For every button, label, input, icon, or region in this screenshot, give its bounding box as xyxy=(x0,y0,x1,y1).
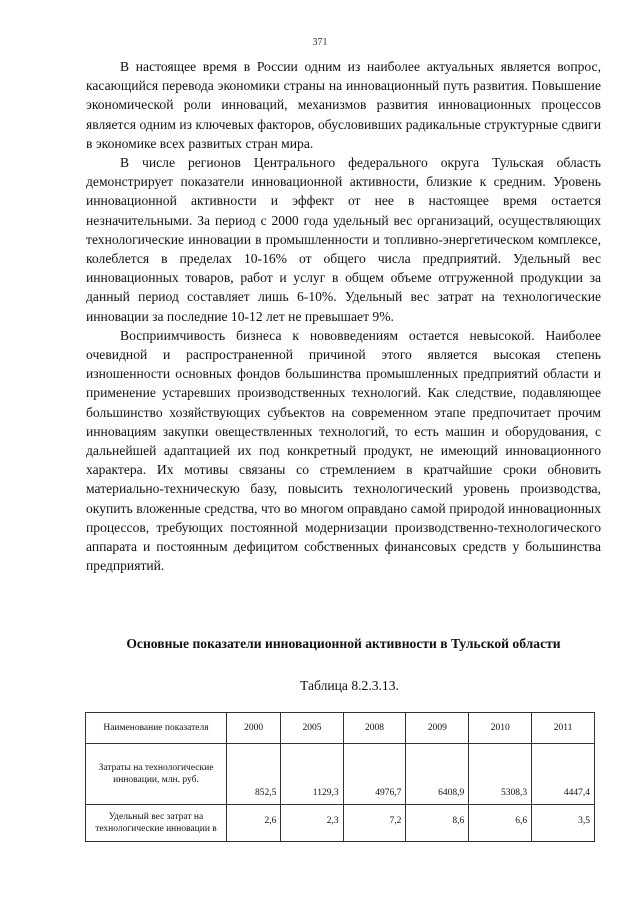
table-cell: 852,5 xyxy=(227,744,281,805)
header-cell-label: Наименование показателя xyxy=(86,713,227,744)
header-cell-year: 2011 xyxy=(532,713,595,744)
body-text xyxy=(86,57,601,575)
table-cell: 2,3 xyxy=(281,805,343,842)
table-row xyxy=(86,805,595,842)
row-label: Затраты на технологические инновации, млн. руб. xyxy=(86,744,227,805)
row-label: Удельный вес затрат на технологические инновации в xyxy=(86,805,227,842)
table-caption: Таблица 8.2.3.13. xyxy=(300,678,399,693)
table-cell: 5308,3 xyxy=(469,744,532,805)
header-cell-year: 2008 xyxy=(343,713,406,744)
table-cell: 1129,3 xyxy=(281,744,343,805)
header-cell-year: 2005 xyxy=(281,713,343,744)
table-cell: 4976,7 xyxy=(343,744,406,805)
header-cell-year: 2009 xyxy=(406,713,469,744)
indicators-table xyxy=(85,712,595,842)
header-cell-year: 2000 xyxy=(227,713,281,744)
table-cell: 8,6 xyxy=(406,805,469,842)
table-cell: 7,2 xyxy=(343,805,406,842)
header-cell-year: 2010 xyxy=(469,713,532,744)
paragraph: В числе регионов Центрального федерального округа Тульская область демонстрирует показатели инновационной активности, близкие к средним. Уровень инновационной активности и эффект от нее в настоящее время остается незначительными. За период с 2000 года удельный вес организаций, осуществляющих технологические инновации в промышленности и топливно-энергетическом комплексе, колеблется в пределах 10-16% от общего числа предприятий. Удельный вес инновационных товаров, работ и услуг в общем объеме отгруженной продукции за данный период составляет лишь 6-10%. Удельный вес затрат на технологические инновации за последние 10-12 лет не превышает 9%. xyxy=(86,155,601,324)
table-cell: 4447,4 xyxy=(532,744,595,805)
table-row xyxy=(86,744,595,805)
section-heading: Основные показатели инновационной активности в Тульской области xyxy=(126,636,561,651)
page-number: 371 xyxy=(312,37,328,48)
paragraph: Восприимчивость бизнеса к нововведениям остается невысокой. Наиболее очевидной и распространенной причиной этого является высокая степень изношенности основных фондов большинства промышленных предприятий области и применение устаревших производственных технологий. Как следствие, подавляющее большинство хозяйствующих субъектов на современном этапе предпочитает прочим инновациям закупки овеществленных технологий, то есть машин и оборудования, с дальнейшей адаптацией их под конкретный продукт, не имеющий инновационного характера. Их мотивы связаны со стремлением в кратчайшие сроки обновить материально-техническую базу, повысить технологический уровень производства, окупить вложенные средства, что во многом оправдано самой природой инновационных процессов, требующих постоянной модернизации производственно-технологического аппарата и постоянным дефицитом собственных финансовых средств у большинства предприятий. xyxy=(86,327,601,574)
table-cell: 2,6 xyxy=(227,805,281,842)
table-header-row xyxy=(86,713,595,744)
paragraph: В настоящее время в России одним из наиболее актуальных является вопрос, касающийся перевода экономики страны на инновационный путь развития. Повышение экономической роли инноваций, механизмов развития инновационных процессов является одним из ключевых факторов, обусловивших радикальные структурные сдвиги в экономике всех развитых стран мира. xyxy=(86,59,601,151)
table-cell: 3,5 xyxy=(532,805,595,842)
table-cell: 6,6 xyxy=(469,805,532,842)
table-cell: 6408,9 xyxy=(406,744,469,805)
